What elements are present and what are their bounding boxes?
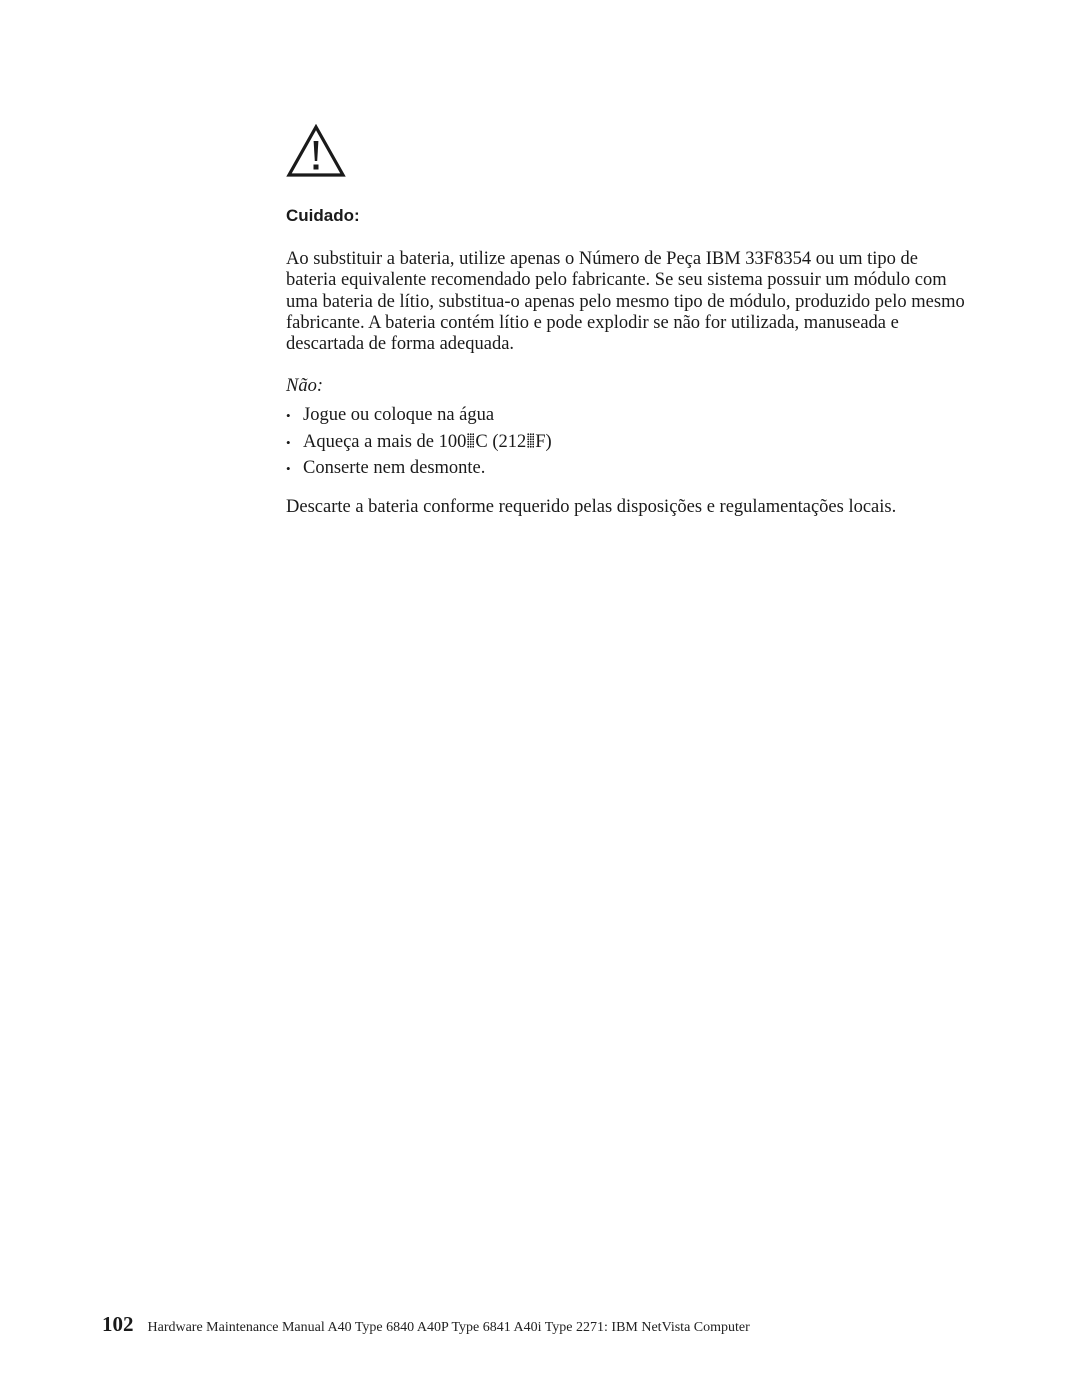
degree-symbol-icon <box>527 433 534 448</box>
list-item-text: C (212 <box>475 431 527 452</box>
list-item <box>286 429 552 456</box>
list-item-text: Jogue ou coloque na água <box>303 405 495 425</box>
page-footer <box>102 1312 750 1337</box>
warning-triangle-icon <box>286 124 346 178</box>
footer-title: Hardware Maintenance Manual A40 Type 6840 A40P Type 6841 A40i Type 2271: IBM NetVista Computer <box>147 1320 750 1335</box>
bullet-icon: • <box>286 434 291 450</box>
list-item <box>286 402 552 429</box>
bullet-icon: • <box>286 461 291 476</box>
disposal-paragraph: Descarte a bateria conforme requerido pelas disposições e regulamentações locais. <box>286 497 897 517</box>
list-item-text: Conserte nem desmonte. <box>303 458 486 478</box>
list-item-text: F) <box>535 431 552 452</box>
caution-heading: Cuidado: <box>286 206 360 225</box>
degree-symbol-icon <box>467 433 474 448</box>
caution-paragraph: Ao substituir a bateria, utilize apenas o Número de Peça IBM 33F8354 ou um tipo de bateria equivalente recomendado pelo fabricante. Se seu sistema possuir um módulo com uma bateria de lítio, substitua-o apenas pelo mesmo tipo de módulo, produzido pelo mesmo fabricante. A bateria contém lítio e pode explodir se não for utilizada, manuseada e descartada de forma adequada. <box>286 249 965 355</box>
page-number: 102 <box>102 1312 134 1336</box>
bullet-icon: • <box>286 408 291 423</box>
do-not-label: Não: <box>286 376 323 396</box>
list-item-text: Aqueça a mais de 100 <box>303 431 467 452</box>
do-not-list <box>286 402 552 482</box>
list-item <box>286 455 552 482</box>
